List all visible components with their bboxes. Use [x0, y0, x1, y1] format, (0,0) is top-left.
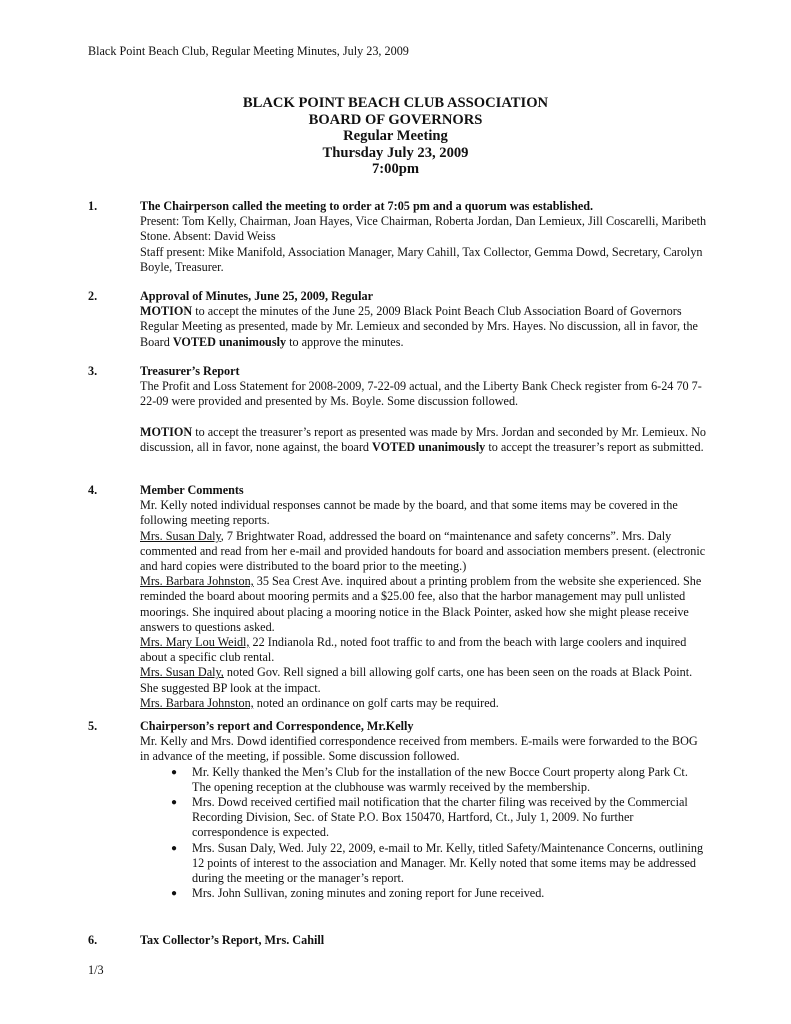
- bullet-icon: ●: [171, 888, 178, 900]
- section-number: 2.: [88, 289, 98, 303]
- section-4: [88, 483, 708, 711]
- title-line-3: Regular Meeting: [343, 128, 448, 145]
- section-heading: The Chairperson called the meeting to order at 7:05 pm and a quorum was established.: [140, 199, 594, 213]
- member-comment-text: noted Gov. Rell signed a bill allowing golf carts, one has been seen on the roads at Black Point. She suggested BP look at the impact.: [140, 665, 693, 695]
- list-item: [140, 795, 708, 841]
- motion-text: to accept the treasurer’s report as presented was made by Mrs. Jordan and seconded by Mr. Lemieux. No discussion, all in favor, none against, the board: [140, 424, 706, 454]
- member-comment: [140, 665, 708, 695]
- title-line-5: 7:00pm: [371, 161, 420, 178]
- section-3: [88, 364, 708, 455]
- section-5: [88, 719, 708, 901]
- section-heading: Treasurer’s Report: [140, 364, 240, 378]
- title-line-4: Thursday July 23, 2009: [322, 144, 469, 161]
- motion-label: MOTION: [140, 424, 193, 439]
- section-number: 4.: [88, 483, 98, 497]
- list-item-text: Mr. Kelly thanked the Men’s Club for the installation of the new Bocce Court property along Park Ct. The opening reception at the clubhouse was warmly received by the membership.: [192, 764, 688, 794]
- section-number: 6.: [88, 933, 98, 947]
- list-item-text: Mrs. Dowd received certified mail notification that the charter filing was received by the Commercial Recording Division, Sec. of State P.O. Box 150470, Hartford, Ct., July 1, 2009. No further correspondence is expected.: [192, 795, 688, 840]
- page-number: 1/3: [88, 963, 104, 977]
- motion-paragraph: [140, 304, 708, 350]
- correspondence-list: [140, 765, 708, 902]
- title-line-1: BLACK POINT BEACH CLUB ASSOCIATION: [242, 95, 549, 111]
- treasurer-paragraph: The Profit and Loss Statement for 2008-2009, 7-22-09 actual, and the Liberty Bank Check register from 6-24 70 7-22-09 were provided and presented by Ms. Boyle. Some discussion followed.: [140, 379, 702, 409]
- attendance-staff: Staff present: Mike Manifold, Association Manager, Mary Cahill, Tax Collector, Gemma Dowd, Secretary, Carolyn Boyle, Treasurer.: [140, 244, 703, 274]
- running-header: Black Point Beach Club, Regular Meeting Minutes, July 23, 2009: [88, 44, 409, 58]
- member-name: Mrs. Susan Daly: [140, 528, 221, 543]
- comments-intro: Mr. Kelly noted individual responses cannot be made by the board, and that some items may be covered in the following meeting reports.: [140, 498, 678, 528]
- member-comment: [140, 635, 708, 665]
- motion-text-end: to accept the treasurer’s report as submitted.: [485, 439, 704, 454]
- vote-result: VOTED unanimously: [172, 334, 287, 349]
- section-number: 5.: [88, 719, 98, 733]
- bullet-icon: ●: [171, 766, 178, 778]
- motion-label: MOTION: [140, 304, 193, 319]
- member-name: Mrs. Barbara Johnston,: [140, 574, 254, 589]
- list-item: [140, 886, 708, 901]
- vote-result: VOTED unanimously: [372, 439, 486, 454]
- section-heading: Tax Collector’s Report, Mrs. Cahill: [140, 933, 325, 947]
- member-comment: [140, 529, 708, 575]
- attendance-present: Present: Tom Kelly, Chairman, Joan Hayes, Vice Chairman, Roberta Jordan, Dan Lemieux, Jill Coscarelli, Maribeth Stone. Absent: David Weiss: [140, 214, 707, 244]
- motion-text: to accept the minutes of the June 25, 2009 Black Point Beach Club Association Board of Governors Regular Meeting as presented, made by Mr. Lemieux and seconded by Mrs. Hayes. No discussion, all in favor, the Board: [140, 304, 698, 349]
- list-item-text: Mrs. John Sullivan, zoning minutes and zoning report for June received.: [192, 886, 545, 901]
- motion-paragraph: [140, 425, 708, 455]
- section-2: [88, 289, 708, 350]
- member-comment-text: 22 Indianola Rd., noted foot traffic to and from the beach with large coolers and inquired about a specific club rental.: [140, 635, 687, 665]
- correspondence-intro: Mr. Kelly and Mrs. Dowd identified correspondence received from members. E-mails were forwarded to the BOG in advance of the meeting, if possible. Some discussion followed.: [140, 734, 698, 764]
- member-comment-text: noted an ordinance on golf carts may be required.: [253, 695, 499, 710]
- list-item-text: Mrs. Susan Daly, Wed. July 22, 2009, e-mail to Mr. Kelly, titled Safety/Maintenance Concerns, outlining 12 points of interest to the association and Manager. Mr. Kelly noted that some items may be addressed during the meeting or the manager’s report.: [192, 840, 704, 886]
- member-name: Mrs. Mary Lou Weidl,: [140, 635, 250, 650]
- section-number: 1.: [88, 199, 98, 213]
- member-comment-text: , 7 Brightwater Road, addressed the board on “maintenance and safety concerns”. Mrs. Daly commented and read from her e-mail and provided handouts for board and association members present. (electronic and hard copies were distributed to the board prior to the meeting.): [140, 528, 706, 574]
- member-comment: [140, 696, 708, 711]
- section-1: [88, 199, 708, 275]
- member-name: Mrs. Susan Daly,: [140, 665, 224, 680]
- bullet-icon: ●: [171, 797, 178, 809]
- bullet-icon: ●: [171, 842, 178, 854]
- section-heading: Chairperson’s report and Correspondence, Mr.Kelly: [140, 719, 414, 733]
- list-item: [140, 841, 708, 887]
- member-comment: [140, 574, 708, 635]
- motion-text-end: to approve the minutes.: [286, 334, 404, 349]
- section-number: 3.: [88, 364, 98, 378]
- document-title: [0, 95, 791, 178]
- member-name: Mrs. Barbara Johnston,: [140, 695, 254, 710]
- member-comment-text: 35 Sea Crest Ave. inquired about a printing problem from the website she experienced. She reminded the board about mooring permits and a $25.00 fee, also that the harbor management may pull unlisted moorings. She inquired about placing a mooring notice in the Black Pointer, asked how she might please receive answers to questions asked.: [140, 574, 702, 634]
- title-line-2: BOARD OF GOVERNORS: [308, 111, 483, 128]
- section-6: [88, 933, 708, 948]
- section-heading: Member Comments: [140, 483, 244, 497]
- list-item: [140, 765, 708, 795]
- section-heading: Approval of Minutes, June 25, 2009, Regular: [140, 289, 374, 303]
